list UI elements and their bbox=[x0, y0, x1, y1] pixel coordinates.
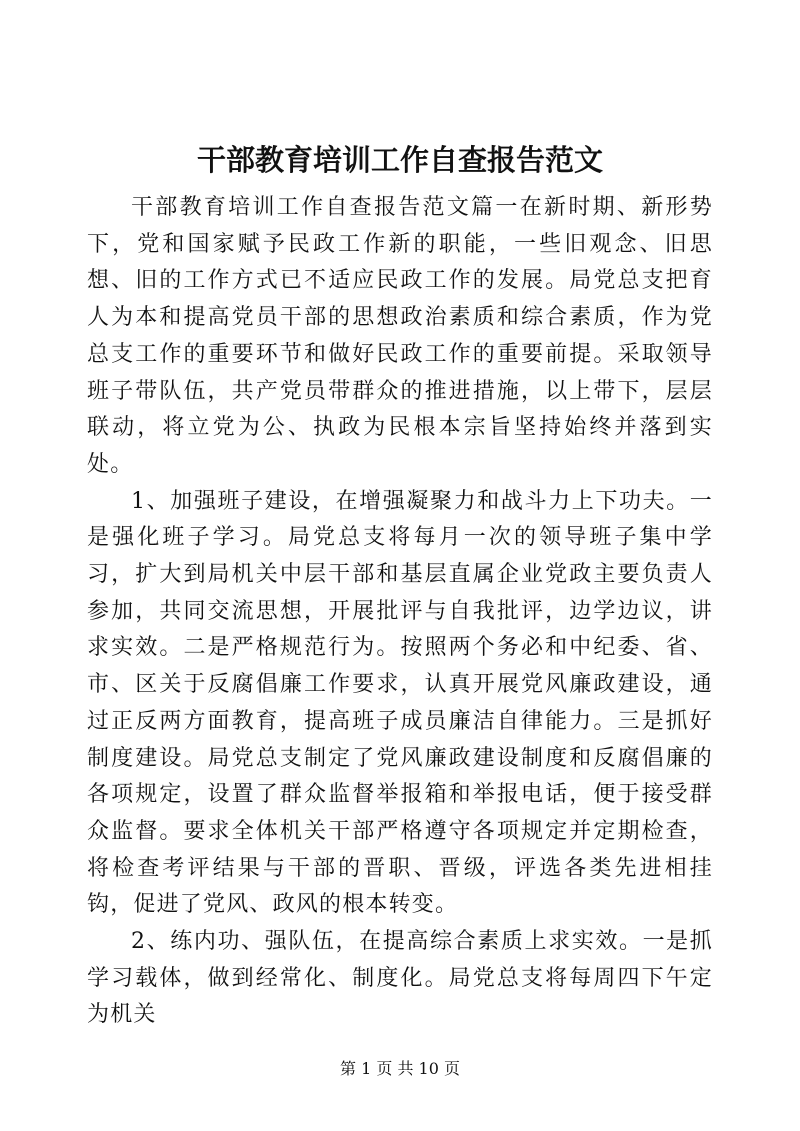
document-title: 干部教育培训工作自查报告范文 bbox=[196, 143, 603, 177]
page-footer: 第 1 页 共 10 页 bbox=[340, 1059, 460, 1078]
paragraph-section-1: 1、加强班子建设，在增强凝聚力和战斗力上下功夫。一是强化班子学习。局党总支将每月一次的领导班子集中学习，扩大到局机关中层干部和基层直属企业党政主要负责人参加，共同交流思想，开展批评与自我批评，边学边议，讲求实效。二是严格规范行为。按照两个务必和中纪委、省、市、区关于反腐倡廉工作要求，认真开展党风廉政建设，通过正反两方面教育，提高班子成员廉洁自律能力。三是抓好制度建设。局党总支制定了党风廉政建设制度和反腐倡廉的各项规定，设置了群众监督举报箱和举报电话，便于接受群众监督。要求全体机关干部严格遵守各项规定并定期检查，将检查考评结果与干部的晋职、晋级，评选各类先进相挂钩，促进了党风、政风的根本转变。 bbox=[87, 488, 713, 918]
paragraph-section-2: 2、练内功、强队伍，在提高综合素质上求实效。一是抓学习载体，做到经常化、制度化。局党总支将每周四下午定为机关 bbox=[87, 929, 713, 1028]
document-body bbox=[87, 190, 713, 1034]
paragraph-intro: 干部教育培训工作自查报告范文篇一在新时期、新形势下，党和国家赋予民政工作新的职能，一些旧观念、旧思想、旧的工作方式已不适应民政工作的发展。局党总支把育人为本和提高党员干部的思想政治素质和综合素质，作为党总支工作的重要环节和做好民政工作的重要前提。采取领导班子带队伍，共产党员带群众的推进措施，以上带下，层层联动，将立党为公、执政为民根本宗旨坚持始终并落到实处。 bbox=[87, 195, 713, 477]
